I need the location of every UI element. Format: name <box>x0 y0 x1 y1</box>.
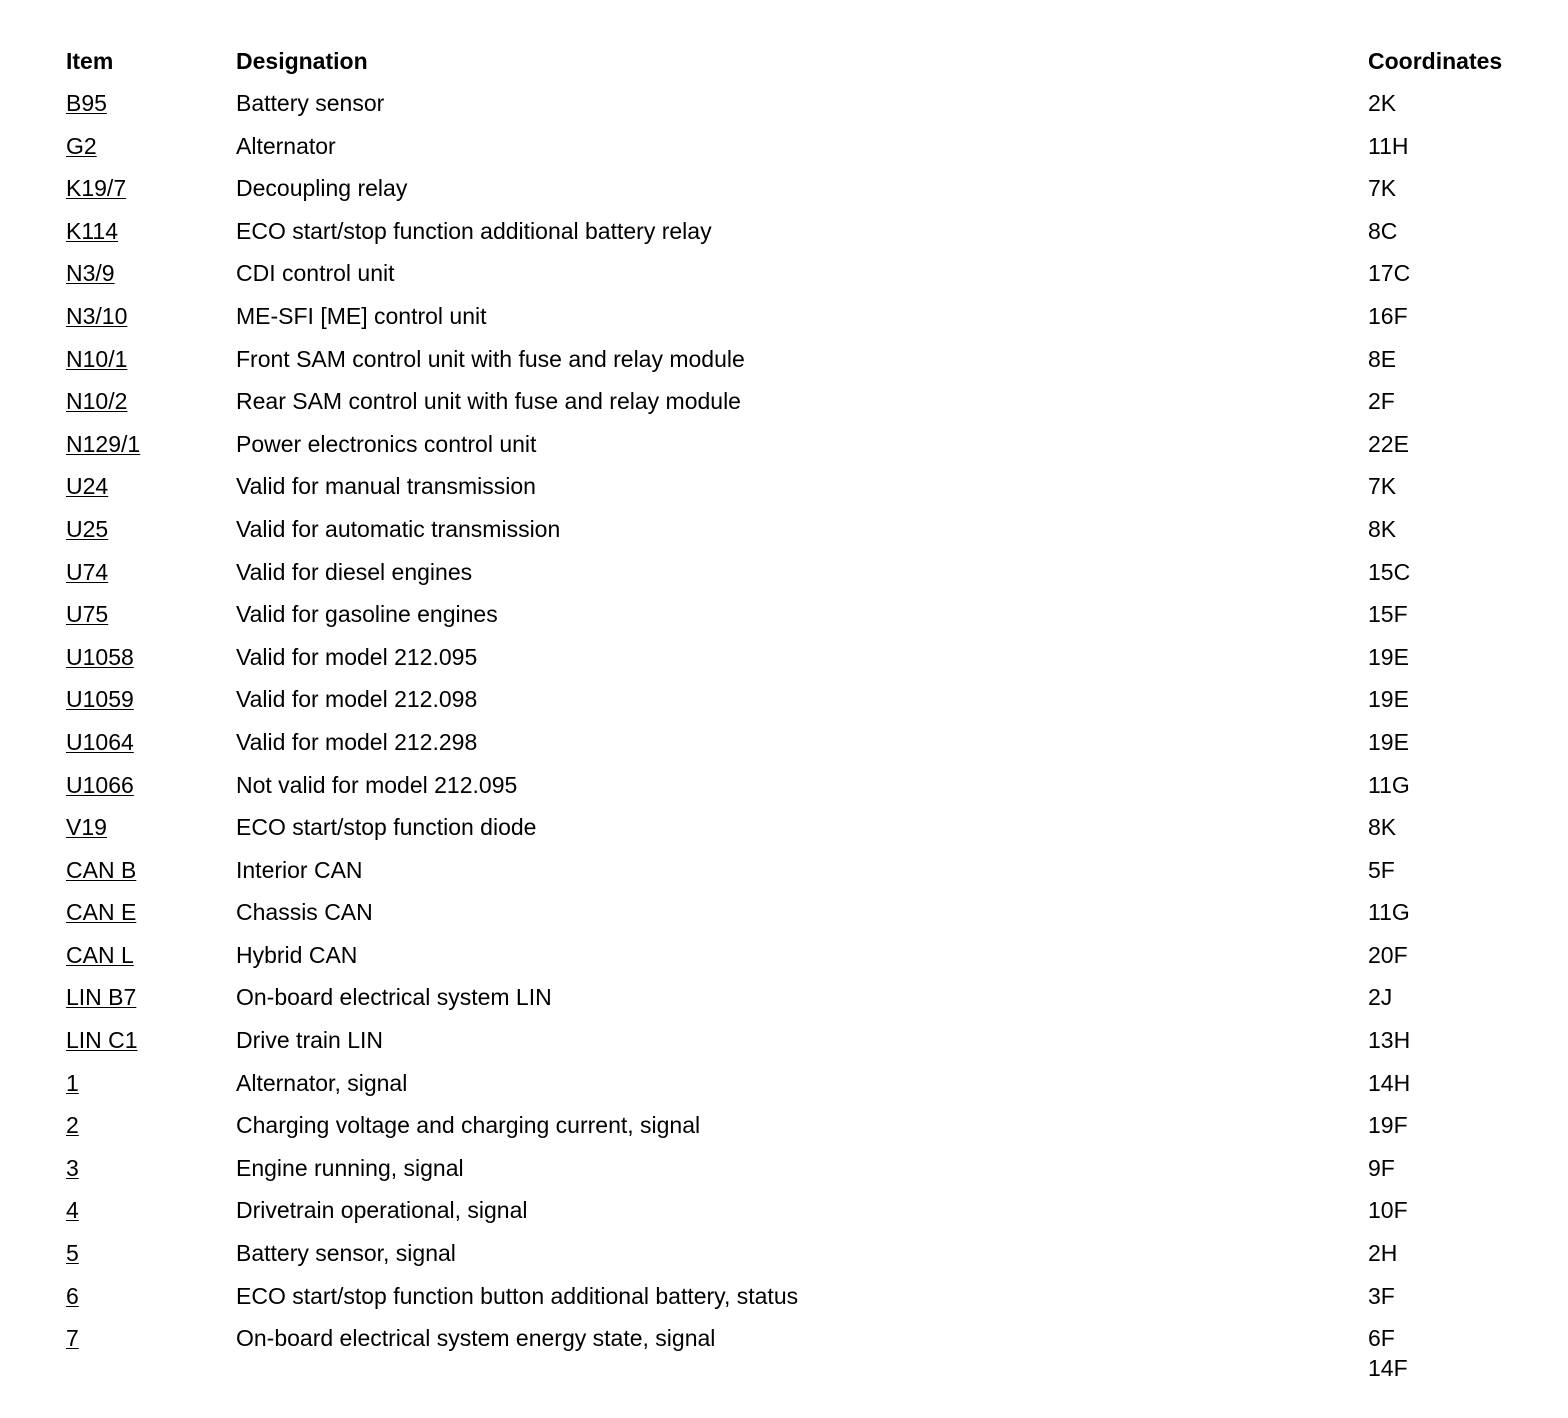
designation-cell: Valid for model 212.298 <box>236 728 478 755</box>
coordinate-value: 10F <box>1368 1197 1408 1224</box>
table-row <box>66 895 1546 938</box>
designation-cell: Valid for automatic transmission <box>236 515 561 542</box>
coordinates-cell <box>1368 853 1395 887</box>
table-row <box>66 469 1546 512</box>
coordinate-value: 19E <box>1368 686 1409 713</box>
coordinate-value: 9F <box>1368 1154 1395 1181</box>
coordinate-value: 13H <box>1368 1027 1411 1054</box>
coordinate-value: 11H <box>1368 132 1409 159</box>
coordinate-value: 3F <box>1368 1282 1395 1309</box>
designation-cell: Drive train LIN <box>236 1027 383 1054</box>
coordinates-cell <box>1368 171 1396 205</box>
table-row <box>66 938 1546 981</box>
item-link[interactable]: N3/9 <box>66 260 115 287</box>
table-row <box>66 1066 1546 1109</box>
header-item: Item <box>66 48 114 74</box>
coordinate-value: 19E <box>1368 728 1409 755</box>
header-coordinates: Coordinates <box>1368 48 1503 74</box>
item-link[interactable]: 4 <box>66 1197 79 1224</box>
coordinate-value: 2F <box>1368 388 1395 415</box>
coordinates-cell <box>1368 725 1409 759</box>
coordinate-value: 8K <box>1368 515 1397 542</box>
coordinate-value: 17C <box>1368 260 1411 287</box>
coordinate-value: 5F <box>1368 856 1395 883</box>
item-link[interactable]: 2 <box>66 1112 79 1139</box>
coordinates-cell <box>1368 1193 1408 1227</box>
coordinates-cell <box>1368 299 1408 333</box>
item-link[interactable]: U1059 <box>66 686 134 713</box>
coordinate-value: 20F <box>1368 941 1408 968</box>
item-link[interactable]: N10/1 <box>66 345 128 372</box>
coordinate-value: 22E <box>1368 430 1409 457</box>
coordinates-cell <box>1368 1066 1410 1100</box>
table-row <box>66 597 1546 640</box>
item-link[interactable]: U1064 <box>66 728 134 755</box>
table-row <box>66 810 1546 853</box>
table-row <box>66 725 1546 768</box>
item-link[interactable]: CAN E <box>66 899 137 926</box>
designation-cell: Battery sensor, signal <box>236 1240 456 1267</box>
designation-cell: ECO start/stop function additional battery relay <box>236 217 712 244</box>
designation-cell: Power electronics control unit <box>236 430 537 457</box>
coordinates-cell <box>1368 1321 1408 1385</box>
coordinates-cell <box>1368 384 1395 418</box>
legend-table <box>66 44 1546 1382</box>
coordinates-cell <box>1368 980 1392 1014</box>
designation-cell: Drivetrain operational, signal <box>236 1197 528 1224</box>
designation-cell: Valid for model 212.098 <box>236 686 478 713</box>
table-row <box>66 427 1546 470</box>
designation-cell: Charging voltage and charging current, signal <box>236 1112 701 1139</box>
item-link[interactable]: CAN L <box>66 941 134 968</box>
designation-cell: Alternator, signal <box>236 1069 408 1096</box>
table-row <box>66 171 1546 214</box>
coordinate-value: 19E <box>1368 643 1409 670</box>
designation-cell: On-board electrical system energy state, signal <box>236 1325 716 1352</box>
coordinate-value: 15C <box>1368 558 1411 585</box>
coordinate-value: 7K <box>1368 175 1397 202</box>
coordinates-cell <box>1368 86 1396 120</box>
coordinates-cell <box>1368 895 1410 929</box>
item-link[interactable]: U74 <box>66 558 109 585</box>
item-link[interactable]: K19/7 <box>66 175 127 202</box>
designation-cell: On-board electrical system LIN <box>236 984 552 1011</box>
item-link[interactable]: U75 <box>66 601 109 628</box>
designation-cell: ECO start/stop function diode <box>236 814 537 841</box>
coordinates-cell <box>1368 1108 1408 1142</box>
coordinates-cell <box>1368 1151 1395 1185</box>
item-link[interactable]: 5 <box>66 1240 79 1267</box>
designation-cell: Valid for manual transmission <box>236 473 536 500</box>
coordinate-value: 6F <box>1368 1325 1395 1352</box>
coordinate-value: 11G <box>1368 771 1410 798</box>
item-link[interactable]: U24 <box>66 473 109 500</box>
coordinates-cell <box>1368 597 1408 631</box>
table-row <box>66 1151 1546 1194</box>
item-link[interactable]: CAN B <box>66 856 137 883</box>
designation-cell: Battery sensor <box>236 90 385 116</box>
item-link[interactable]: 7 <box>66 1325 79 1352</box>
header-designation: Designation <box>236 48 368 74</box>
table-row <box>66 682 1546 725</box>
item-link[interactable]: N10/2 <box>66 388 128 415</box>
item-link[interactable]: V19 <box>66 814 107 841</box>
table-row <box>66 1108 1546 1151</box>
coordinates-cell <box>1368 129 1409 163</box>
table-row <box>66 129 1546 172</box>
coordinate-value: 14F <box>1368 1355 1408 1382</box>
designation-cell: Front SAM control unit with fuse and relay module <box>236 345 745 372</box>
coordinates-cell <box>1368 1236 1397 1270</box>
coordinate-value: 14H <box>1368 1069 1411 1096</box>
coordinate-value: 7K <box>1368 473 1397 500</box>
coordinate-value: 8K <box>1368 814 1397 841</box>
table-row <box>66 853 1546 896</box>
item-link[interactable]: K114 <box>66 217 119 244</box>
item-link[interactable]: LIN B7 <box>66 984 137 1011</box>
coordinate-value: 11G <box>1368 899 1410 926</box>
designation-cell: Hybrid CAN <box>236 941 358 968</box>
coordinate-value: 2K <box>1368 90 1397 116</box>
designation-cell: Chassis CAN <box>236 899 373 926</box>
designation-cell: Alternator <box>236 132 336 159</box>
table-row <box>66 1236 1546 1279</box>
table-body <box>66 86 1546 1382</box>
designation-cell: Not valid for model 212.095 <box>236 771 518 798</box>
coordinates-cell <box>1368 1279 1395 1313</box>
coordinates-cell <box>1368 810 1396 844</box>
coordinates-cell <box>1368 1023 1410 1057</box>
designation-cell: Rear SAM control unit with fuse and relay module <box>236 388 741 415</box>
table-row <box>66 342 1546 385</box>
table-row <box>66 299 1546 342</box>
coordinates-cell <box>1368 469 1396 503</box>
coordinate-value: 15F <box>1368 601 1408 628</box>
coordinates-cell <box>1368 640 1409 674</box>
coordinates-cell <box>1368 512 1396 546</box>
coordinate-value: 2J <box>1368 984 1393 1011</box>
table-row <box>66 512 1546 555</box>
designation-cell: Valid for diesel engines <box>236 558 473 585</box>
coordinates-cell <box>1368 555 1410 589</box>
coordinates-cell <box>1368 342 1396 376</box>
coordinates-cell <box>1368 768 1410 802</box>
item-link[interactable]: U1058 <box>66 643 134 670</box>
item-link[interactable]: U25 <box>66 515 109 542</box>
table-row <box>66 1321 1546 1382</box>
designation-cell: Interior CAN <box>236 856 363 883</box>
coordinates-cell <box>1368 938 1408 972</box>
item-link[interactable]: 6 <box>66 1282 79 1309</box>
item-link[interactable]: 3 <box>66 1154 79 1181</box>
item-link[interactable]: 1 <box>66 1069 79 1096</box>
coordinate-value: 2H <box>1368 1240 1398 1267</box>
designation-cell: ME-SFI [ME] control unit <box>236 302 487 329</box>
item-link[interactable]: N3/10 <box>66 302 128 329</box>
item-link[interactable]: N129/1 <box>66 430 141 457</box>
table-header <box>66 44 1546 86</box>
designation-cell: Decoupling relay <box>236 175 408 202</box>
table-row <box>66 1193 1546 1236</box>
item-link[interactable]: G2 <box>66 132 97 159</box>
coordinate-value: 16F <box>1368 302 1408 329</box>
table-row <box>66 640 1546 683</box>
coordinates-cell <box>1368 214 1397 248</box>
coordinates-cell <box>1368 427 1409 461</box>
item-link[interactable]: U1066 <box>66 771 134 798</box>
designation-cell: CDI control unit <box>236 260 395 287</box>
item-link[interactable]: B95 <box>66 90 107 116</box>
table-row <box>66 1023 1546 1066</box>
table-row <box>66 980 1546 1023</box>
table-row <box>66 1279 1546 1322</box>
table-row <box>66 768 1546 811</box>
designation-cell: Engine running, signal <box>236 1154 464 1181</box>
coordinate-value: 19F <box>1368 1112 1408 1139</box>
item-link[interactable]: LIN C1 <box>66 1027 138 1054</box>
coordinates-cell <box>1368 682 1409 716</box>
designation-cell: ECO start/stop function button additional battery, status <box>236 1282 799 1309</box>
table-row <box>66 214 1546 257</box>
table-row <box>66 555 1546 598</box>
designation-cell: Valid for gasoline engines <box>236 601 498 628</box>
table-row <box>66 384 1546 427</box>
coordinate-value: 8E <box>1368 345 1397 372</box>
coordinates-cell <box>1368 256 1410 290</box>
designation-cell: Valid for model 212.095 <box>236 643 478 670</box>
coordinate-value: 8C <box>1368 217 1398 244</box>
table-row <box>66 86 1546 129</box>
table-row <box>66 256 1546 299</box>
